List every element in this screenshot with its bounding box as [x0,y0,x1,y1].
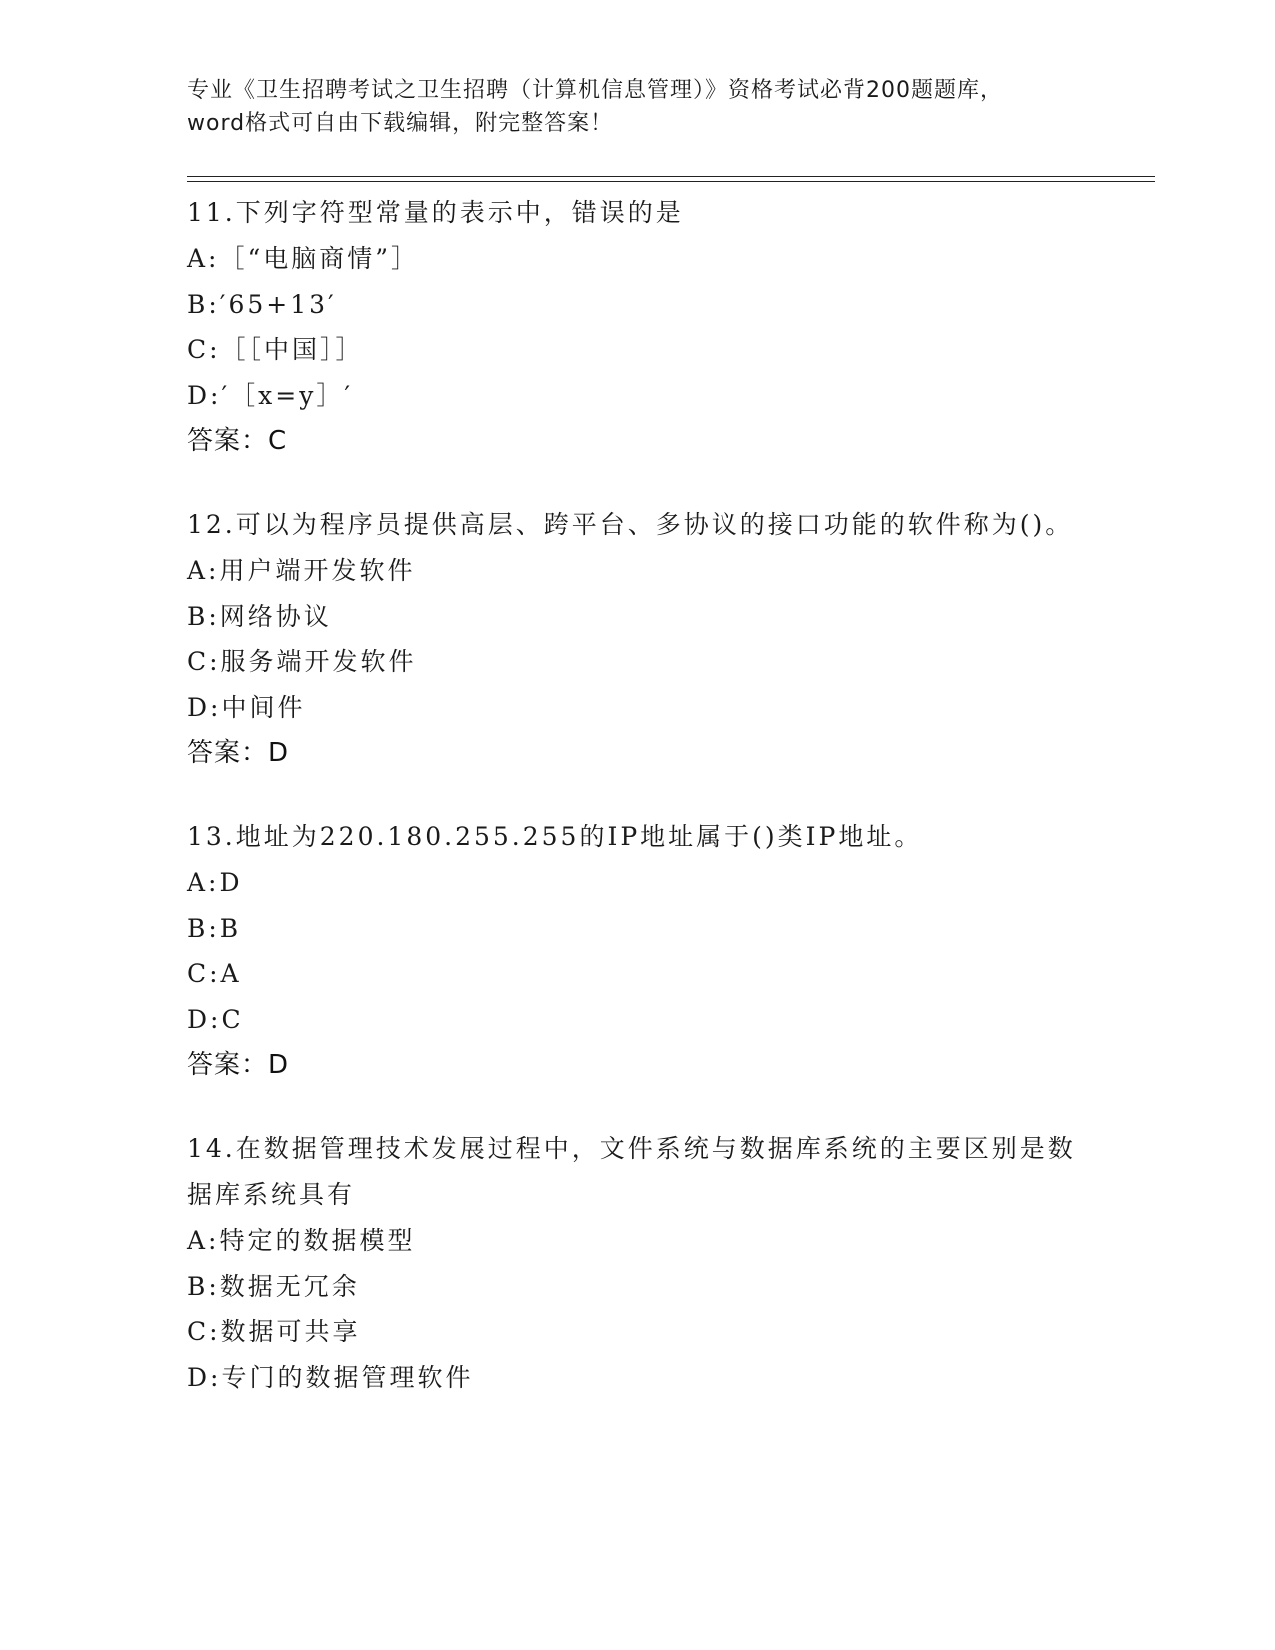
answer-line [187,1042,1087,1088]
option-c: C:［［中国］］ [187,335,364,364]
option-a: A:［“电脑商情”］ [187,244,420,273]
option-d: D:C [187,1004,244,1034]
question-11 [187,190,1087,464]
option-b: B:数据无冗余 [187,1271,360,1301]
answer-label: 答案： [187,738,269,768]
answer-value: D [268,1050,290,1080]
header-line-2: word格式可自由下载编辑，附完整答案！ [187,111,614,136]
option-c: C:A [187,959,242,988]
question-13 [187,814,1087,1088]
option-c: C:数据可共享 [187,1317,361,1346]
answer-label: 答案： [187,1050,269,1080]
header-divider-bottom [187,181,1155,182]
header-divider-top [187,176,1155,177]
option-a: A:D [187,868,243,897]
question-stem: 12.可以为程序员提供高层、跨平台、多协议的接口功能的软件称为()。 [187,510,1074,539]
option-a: A:用户端开发软件 [187,556,416,585]
question-12 [187,502,1087,776]
option-c: C:服务端开发软件 [187,647,417,676]
option-b: B:网络协议 [187,601,332,631]
answer-value: C [268,426,288,456]
question-stem: 14.在数据管理技术发展过程中，文件系统与数据库系统的主要区别是数据库系统具有 [187,1134,1076,1209]
answer-line [187,730,1087,776]
question-stem: 13.地址为220.180.255.255的IP地址属于()类IP地址。 [187,822,923,851]
header-line-1: 专业《卫生招聘考试之卫生招聘（计算机信息管理）》资格考试必背200题题库， [187,78,1003,103]
option-d: D:中间件 [187,692,306,722]
question-stem: 11.下列字符型常量的表示中，错误的是 [187,198,684,227]
question-list [187,190,1087,1438]
option-b: B:′65+13′ [187,289,337,319]
answer-value: D [268,738,290,768]
answer-line [187,418,1087,464]
document-header [187,74,1087,140]
answer-label: 答案： [187,426,269,456]
option-d: D:专门的数据管理软件 [187,1362,474,1392]
question-14 [187,1126,1087,1400]
option-b: B:B [187,913,242,943]
option-d: D:′［x=y］′ [187,380,353,410]
option-a: A:特定的数据模型 [187,1226,416,1255]
